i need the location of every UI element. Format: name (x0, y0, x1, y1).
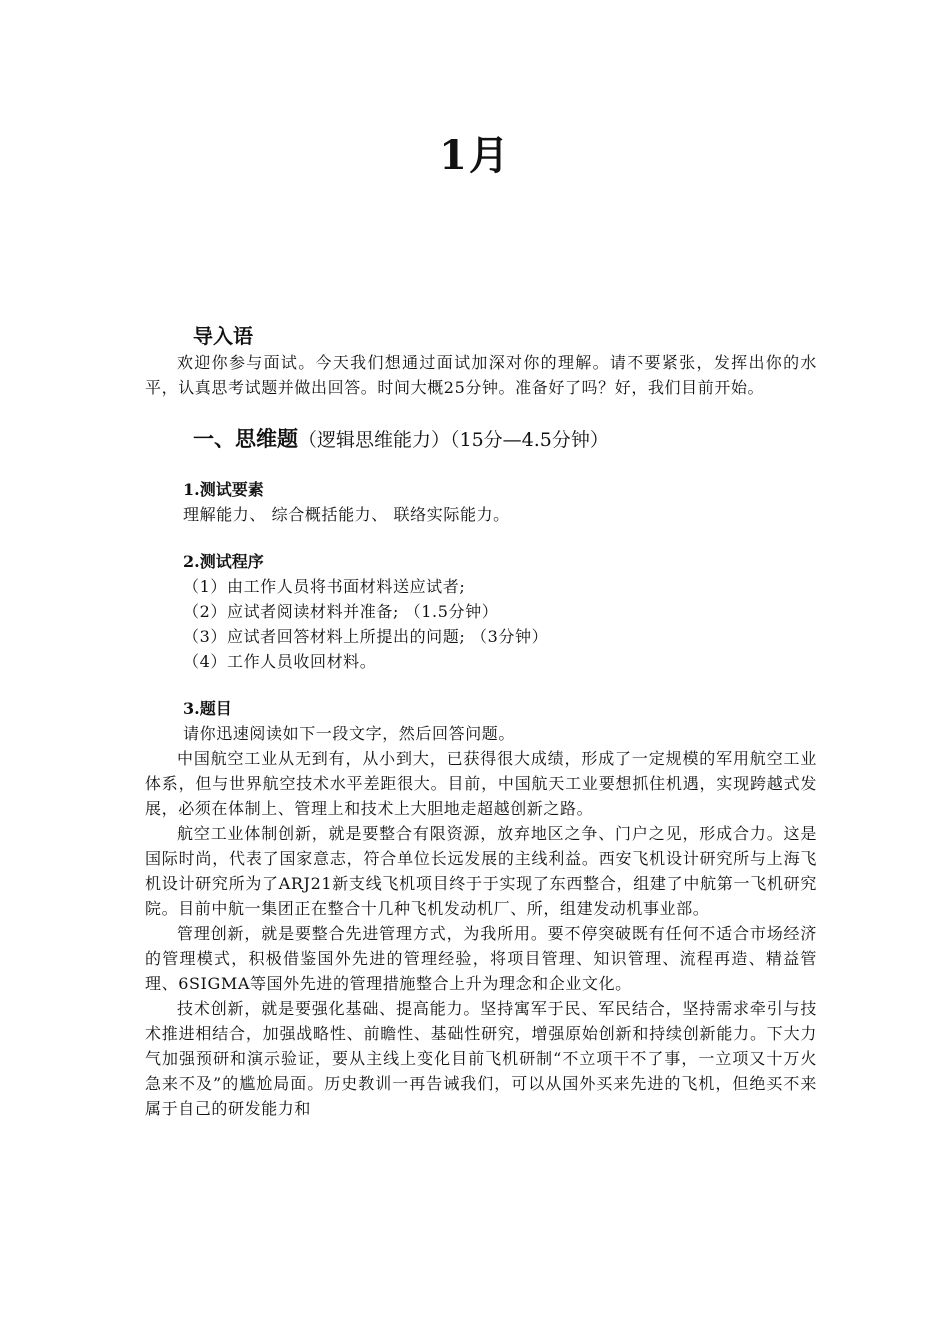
procedure-step: （1）由工作人员将书面材料送应试者; (183, 577, 466, 596)
question-heading: 3.题目 (183, 699, 232, 718)
question-paragraph: 技术创新，就是要强化基础、提高能力。坚持寓军于民、军民结合，坚持需求牵引与技术推进相结合，加强战略性、前瞻性、基础性研究，增强原始创新和持续创新能力。下大力气加强预研和演示验证，要从主线上变化目前飞机研制“不立项干不了事，一立项又十万火急来不及”的尴尬局面。历史教训一再告诫我们，可以从国外买来先进的飞机，但绝买不来属于自己的研发能力和 (145, 999, 817, 1118)
test-elements-heading: 1.测试要素 (183, 480, 264, 499)
question-intro: 请你迅速阅读如下一段文字，然后回答问题。 (183, 724, 516, 743)
section-heading (193, 424, 817, 455)
section-note: （逻辑思维能力）（15分—4.5分钟） (298, 429, 609, 451)
intro-heading: 导入语 (193, 324, 253, 348)
section-title: 一、思维题 (193, 426, 298, 451)
document-body (145, 322, 817, 1121)
test-elements-text: 理解能力、 综合概括能力、 联络实际能力。 (183, 505, 510, 524)
intro-paragraph: 欢迎你参与面试。今天我们想通过面试加深对你的理解。请不要紧张，发挥出你的水平，认真思考试题并做出回答。时间大概25分钟。准备好了吗？好，我们目前开始。 (145, 353, 817, 397)
page-title: 1月 (439, 132, 511, 179)
question-paragraph: 中国航空工业从无到有，从小到大，已获得很大成绩，形成了一定规模的军用航空工业体系，但与世界航空技术水平差距很大。目前，中国航天工业要想抓住机遇，实现跨越式发展，必须在体制上、管理上和技术上大胆地走超越创新之路。 (145, 749, 817, 818)
procedure-step: （4）工作人员收回材料。 (183, 652, 377, 671)
procedure-step: （3）应试者回答材料上所提出的问题; （3分钟） (183, 627, 549, 646)
procedure-step: （2）应试者阅读材料并准备; （1.5分钟） (183, 602, 499, 621)
question-paragraph: 航空工业体制创新，就是要整合有限资源，放弃地区之争、门户之见，形成合力。这是国际时尚，代表了国家意志，符合单位长远发展的主线利益。西安飞机设计研究所与上海飞机设计研究所为了ARJ21新支线飞机项目终于于实现了东西整合，组建了中航第一飞机研究院。目前中航一集团正在整合十几种飞机发动机厂、所，组建发动机事业部。 (145, 824, 817, 918)
test-procedure-heading: 2.测试程序 (183, 552, 264, 571)
question-paragraph: 管理创新，就是要整合先进管理方式，为我所用。要不停突破既有任何不适合市场经济的管理模式，积极借鉴国外先进的管理经验，将项目管理、知识管理、流程再造、精益管理、6SIGMA等国外先进的管理措施整合上升为理念和企业文化。 (145, 924, 817, 993)
